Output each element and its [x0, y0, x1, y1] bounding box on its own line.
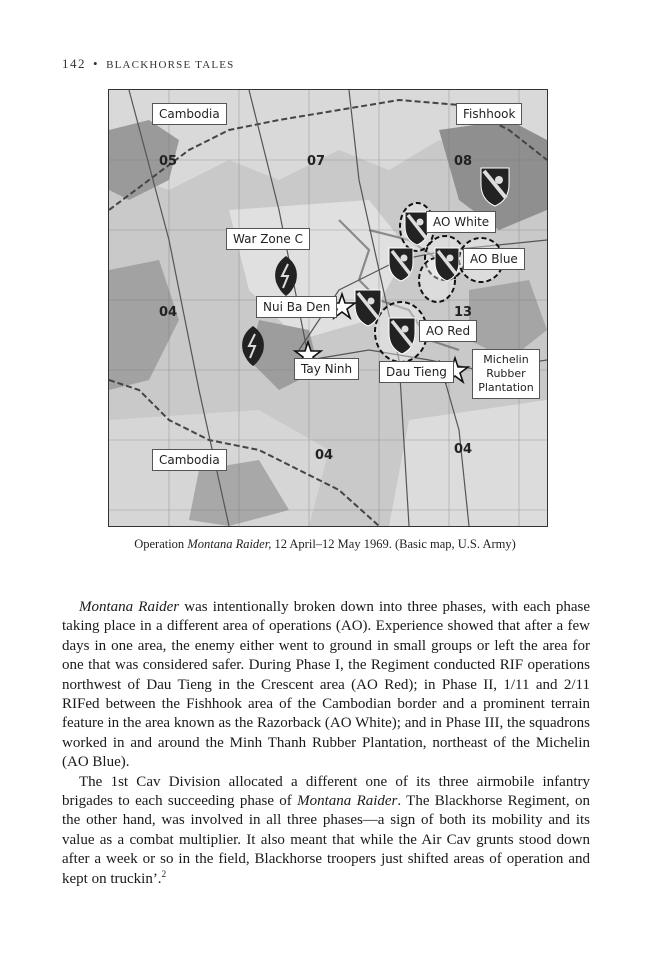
- label-cambodia-south: Cambodia: [152, 449, 227, 471]
- figure-caption: [0, 537, 650, 552]
- footnote-marker: 2: [161, 868, 167, 879]
- p2-end: . The Blackhorse Regiment, on the other hand, was involved in all three phases—a sign of both its mobility and its value as a combat multiplier. It also meant that while the Air Cav grunts stood down after a week or so in the field, Blackhorse troopers just shifted areas of operation and kept on truckin’.: [62, 793, 590, 887]
- label-nui-ba-den: Nui Ba Den: [256, 296, 337, 318]
- page-number: 142: [62, 56, 86, 71]
- caption-prefix: Operation: [134, 537, 188, 551]
- label-ao-blue: AO Blue: [463, 248, 525, 270]
- label-war-zone-c: War Zone C: [226, 228, 310, 250]
- grid-number: 04: [159, 305, 178, 320]
- book-title: BLACKHORSE TALES: [106, 59, 235, 71]
- p2-start: The 1st Cav Division allocated a different one of its three airmobile infantry brigades to each succeeding phase of: [62, 773, 590, 810]
- label-cambodia-north: Cambodia: [152, 103, 227, 125]
- label-ao-red: AO Red: [419, 320, 477, 342]
- header-separator: •: [93, 56, 100, 71]
- operation-map: [108, 89, 548, 527]
- label-michelin: Michelin Rubber Plantation: [472, 349, 540, 399]
- paragraph-1: [62, 598, 590, 773]
- label-fishhook: Fishhook: [456, 103, 522, 125]
- p1-italic: Montana Raider: [79, 599, 180, 615]
- grid-number: 04: [315, 448, 334, 463]
- label-ao-white: AO White: [426, 211, 496, 233]
- running-header: [62, 56, 235, 72]
- grid-number: 08: [454, 154, 473, 169]
- label-tay-ninh: Tay Ninh: [294, 358, 359, 380]
- caption-italic: Montana Raider,: [187, 537, 272, 551]
- grid-number: 07: [307, 154, 326, 169]
- caption-suffix: 12 April–12 May 1969. (Basic map, U.S. Army): [271, 537, 516, 551]
- grid-number: 05: [159, 154, 178, 169]
- grid-number: 04: [454, 442, 473, 457]
- p1-text: was intentionally broken down into three phases, with each phase taking place in a different area of operations (AO). Experience showed that after a few days in one area, the enemy either went to ground in small groups or left the area for one that was considered safer. During Phase I, the Regiment conducted RIF operations northwest of Dau Tieng in the Crescent area (AO Red); in Phase II, 1/11 and 2/11 RIFed between the Fishhook area of the Cambodian border and a prominent terrain feature in the area known as the Razorback (AO White); and in Phase III, the squadrons worked in and around the Minh Thanh Rubber Plantation, northeast of the Michelin (AO Blue).: [62, 599, 590, 771]
- paragraph-2: [62, 773, 590, 889]
- p2-italic: Montana Raider: [297, 793, 398, 810]
- label-dau-tieng: Dau Tieng: [379, 361, 454, 383]
- body-text: [62, 598, 590, 889]
- grid-number: 13: [454, 305, 473, 320]
